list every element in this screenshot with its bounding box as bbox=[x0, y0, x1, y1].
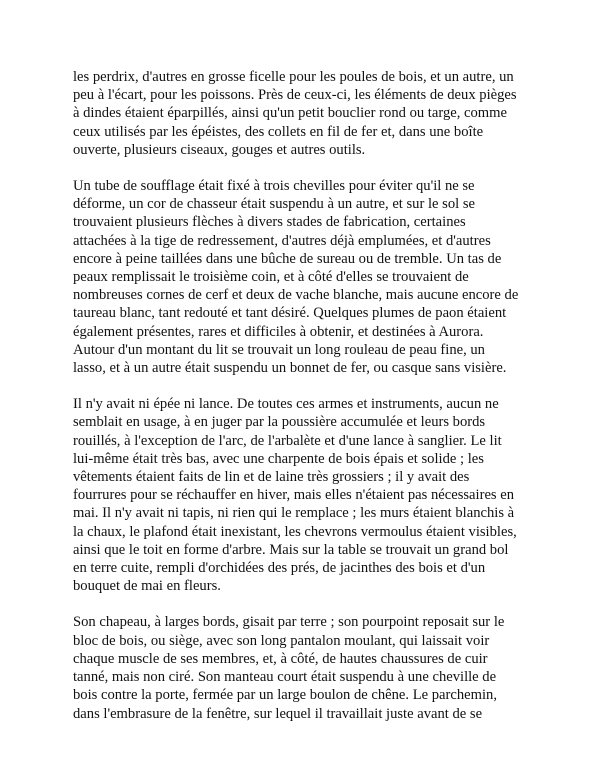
text-line: vêtements étaient faits de lin et de laine très grossiers ; il y avait des bbox=[73, 469, 470, 486]
text-line: attachées à la tige de redressement, d'autres déjà emplumées, et d'autres bbox=[73, 232, 491, 249]
text-line: dans l'embrasure de la fenêtre, sur lequel il travaillait juste avant de se bbox=[73, 705, 483, 722]
text-line: rouillés, à l'exception de l'arc, de l'arbalète et d'une lance à sanglier. Le lit bbox=[73, 432, 502, 449]
text-line: Son chapeau, à larges bords, gisait par terre ; son pourpoint reposait sur le bbox=[73, 614, 505, 631]
text-line: les perdrix, d'autres en grosse ficelle pour les poules de bois, et un autre, un bbox=[73, 69, 514, 85]
text-line: lui-même était très bas, avec une charpente de bois épais et solide ; les bbox=[73, 450, 484, 467]
text-line: nombreuses cornes de cerf et deux de vache blanche, mais aucune encore de bbox=[73, 287, 519, 304]
paragraph-2 bbox=[73, 177, 533, 377]
text-line: également présentes, rares et difficiles à obtenir, et destinées à Aurora. bbox=[73, 323, 484, 340]
paragraph-3 bbox=[73, 395, 533, 595]
paragraph-4 bbox=[73, 613, 533, 722]
text-line: mai. Il n'y avait ni tapis, ni rien qui le remplace ; les murs étaient blanchis à bbox=[73, 505, 515, 522]
text-line: encore à peine taillées dans une bûche de sureau ou de tremble. Un tas de bbox=[73, 250, 502, 267]
text-line: peaux remplissait le troisième coin, et à côté d'elles se trouvaient de bbox=[73, 269, 469, 286]
text-line: en terre cuite, rempli d'orchidées des prés, de jacinthes des bois et d'un bbox=[73, 560, 486, 577]
text-line: peu à l'écart, pour les poissons. Près de ceux-ci, les éléments de deux pièges bbox=[73, 87, 517, 104]
text-line: semblait en usage, à en juger par la poussière accumulée et leurs bords bbox=[73, 414, 486, 431]
text-line: fourrures pour se réchauffer en hiver, mais elles n'étaient pas nécessaires en bbox=[73, 487, 515, 504]
text-line: bouquet de mai en fleurs. bbox=[73, 578, 221, 595]
text-line: chaque muscle de ses membres, et, à côté, de hautes chaussures de cuir bbox=[73, 650, 488, 667]
text-line: Autour d'un montant du lit se trouvait un long rouleau de peau fine, un bbox=[73, 341, 485, 358]
text-line: Il n'y avait ni épée ni lance. De toutes ces armes et instruments, aucun ne bbox=[73, 396, 499, 413]
text-line: ouverte, plusieurs ciseaux, gouges et autres outils. bbox=[73, 141, 366, 158]
text-line: Un tube de soufflage était fixé à trois chevilles pour éviter qu'il ne se bbox=[73, 178, 475, 195]
text-line: trouvaient plusieurs flèches à divers stades de fabrication, certaines bbox=[73, 214, 466, 231]
text-line: à dindes étaient éparpillés, ainsi qu'un petit bouclier rond ou targe, comme bbox=[73, 105, 507, 122]
document-page bbox=[73, 68, 533, 741]
paragraph-1 bbox=[73, 68, 533, 159]
text-line: lasso, et à un autre était suspendu un bonnet de fer, ou casque sans visière. bbox=[73, 360, 507, 377]
text-line: la chaux, le plafond était inexistant, les chevrons vermoulus étaient visibles, bbox=[73, 523, 517, 540]
text-line: bloc de bois, ou siège, avec son long pantalon moulant, qui laissait voir bbox=[73, 632, 490, 649]
text-line: taureau blanc, tant redouté et tant désiré. Quelques plumes de paon étaient bbox=[73, 305, 507, 322]
text-line: tanné, mais non ciré. Son manteau court était suspendu à une cheville de bbox=[73, 669, 497, 686]
text-line: bois contre la porte, fermée par un large boulon de chêne. Le parchemin, bbox=[73, 687, 497, 704]
text-line: ceux utilisés par les épéistes, des collets en fil de fer et, dans une boîte bbox=[73, 123, 484, 140]
text-line: déforme, un cor de chasseur était suspendu à un autre, et sur le sol se bbox=[73, 196, 476, 213]
text-line: ainsi que le toit en forme d'arbre. Mais sur la table se trouvait un grand bol bbox=[73, 541, 509, 558]
